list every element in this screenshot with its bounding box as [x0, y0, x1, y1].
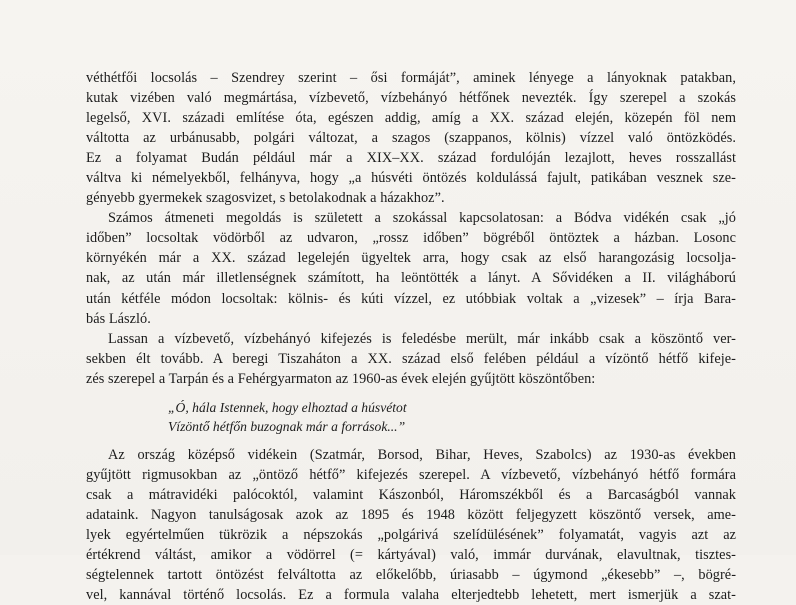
- verse-line: „Ó, hála Istennek, hogy elhoztad a húsvétot: [168, 399, 407, 415]
- text-line: időben” locsoltak vödörből az udvaron, „rossz időben” bögréből öntöztek a házban. Losonc: [86, 230, 736, 247]
- text-line: kutak vizében való megmártása, vízbevető, vízbehányó hétfőnek nevezték. Így szerepel a szokás: [86, 90, 736, 107]
- text-line: értékrend váltást, amikor a vödörrel (= kártyával) való, immár durvának, elavultnak, tisztes-: [86, 546, 736, 563]
- text-line: után kétféle módon locsoltak: kölnis- és kúti vízzel, ez utóbbiak voltak a „vizesek” – írja Bara-: [86, 290, 736, 307]
- verse-line: Vízöntő hétfőn buzognak már a források...”: [168, 418, 406, 434]
- text-line: gényebb gyermekek szagosvizet, s betolakodnak a házakhoz”.: [86, 190, 445, 207]
- text-line: zés szerepel a Tarpán és a Fehérgyarmaton az 1960-as évek elején gyűjtött köszöntőben:: [86, 370, 596, 387]
- paragraph-3: [86, 329, 736, 389]
- text-line: ségtelennek tartott öntözést felváltotta az előkelőbb, úriasabb – úgymond „ékesebb” –, bögré-: [86, 567, 736, 584]
- text-line: Ez a folyamat Budán például már a XIX–XX. század fordulóján lezajlott, heves rosszallást: [86, 150, 736, 167]
- paragraph-2: [86, 208, 736, 328]
- paragraph-4: [86, 445, 736, 605]
- paragraph-1: [86, 68, 736, 208]
- verse-quote: [168, 398, 736, 436]
- text-line: Lassan a vízbevető, vízbehányó kifejezés is feledésbe merült, már inkább csak a köszöntő ver-: [108, 330, 736, 347]
- text-line: vel, kannával történő locsolás. Ez a formula valaha elterjedtebb lehetett, mert ismerjük a szat-: [86, 587, 736, 604]
- text-line: adataink. Nagyon tanulságosak azok az 1895 és 1948 között feljegyzett köszöntő versek, ame-: [86, 506, 736, 523]
- text-line: váltva ki némelyekből, felhányva, hogy „a húsvéti öntözés koldulássá fajult, patikában vesznek sze-: [86, 170, 736, 187]
- text-line: csak a mátravidéki palócoktól, valamint Kászonból, Háromszékből és a Barcaságból vannak: [86, 486, 736, 503]
- text-line: Az ország középső vidékein (Szatmár, Borsod, Bihar, Heves, Szabolcs) az 1930-as években: [108, 446, 736, 463]
- text-line: gyűjtött rigmusokban az „öntöző hétfő” kifejezés szerepel. A vízbevető, vízbehányó hétfő formára: [86, 466, 736, 483]
- text-line: sekben élt tovább. A beregi Tiszaháton a XX. század első felében például a vízöntő hétfő kifeje-: [86, 350, 736, 367]
- text-line: lyek egyértelműen tükrözik a népszokás „polgárivá szelídülésének” folyamatát, vagyis azt az: [86, 526, 736, 543]
- text-line: Számos átmeneti megoldás is született a szokással kapcsolatosan: a Bódva vidékén csak „jó: [108, 210, 736, 227]
- text-line: véthétfői locsolás – Szendrey szerint – ősi formáját”, aminek lényege a lányoknak patakban,: [86, 70, 736, 86]
- text-line: váltotta az urbánusabb, polgári változat, a szagos (szappanos, kölnis) vízzel való öntözködés.: [86, 130, 736, 147]
- text-line: bás László.: [86, 310, 151, 327]
- text-line: környékén már a XX. század legelején ügyeltek arra, hogy csak az első harangozásig locsolja-: [86, 250, 736, 267]
- text-line: legelső, XVI. századi említése óta, egészen addig, amíg a XX. század elején, közepén föl nem: [86, 110, 736, 127]
- text-line: nak, az után már illetlenségnek számított, ha leöntötték a lányt. A Sővidéken a II. világháború: [86, 270, 736, 287]
